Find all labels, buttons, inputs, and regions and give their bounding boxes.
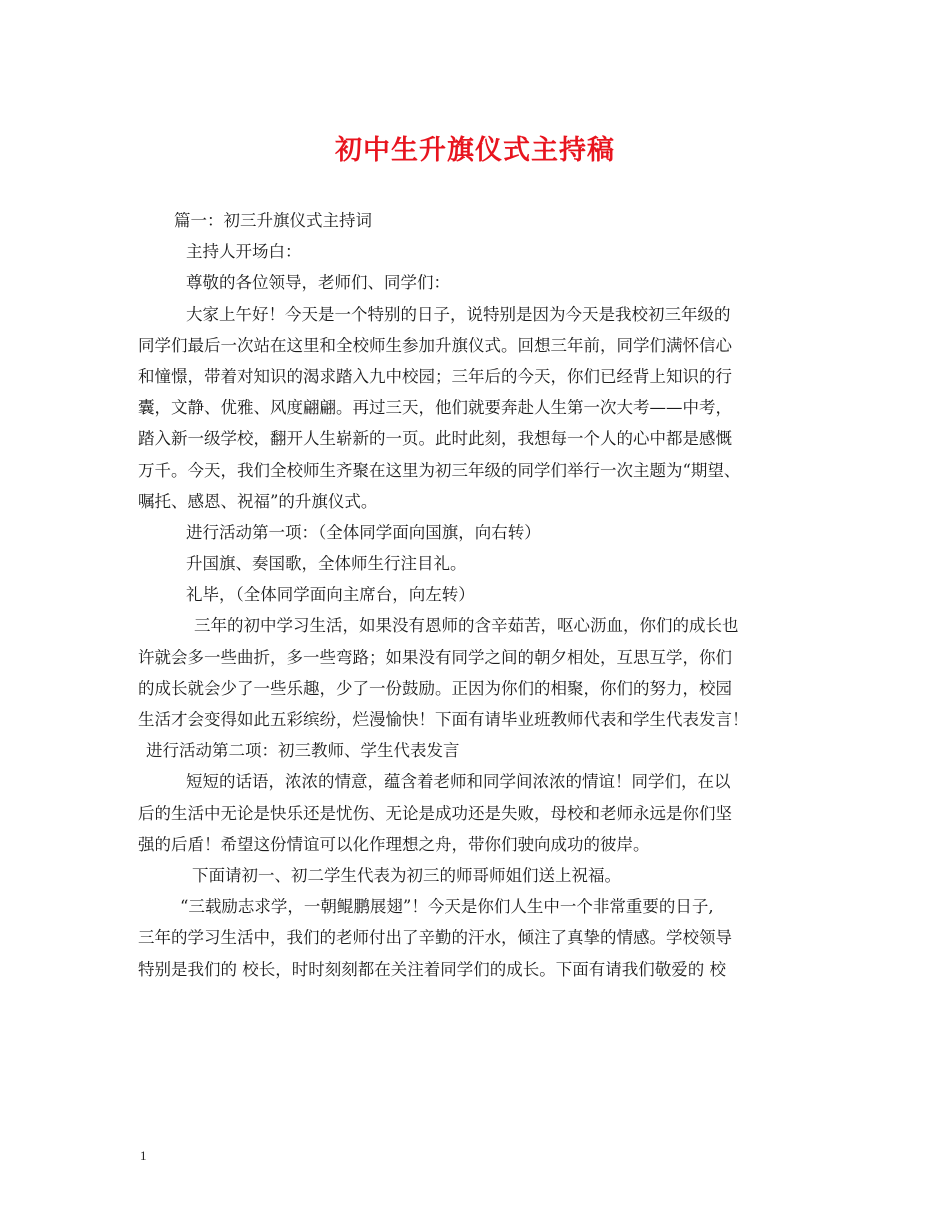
text-line: 踏入新一级学校，翻开人生崭新的一页。此时此刻，我想每一个人的心中都是感慨 bbox=[138, 429, 732, 449]
text-line: 尊敬的各位领导，老师们、同学们： bbox=[186, 273, 450, 293]
text-line: 下面请初一、初二学生代表为初三的师哥师姐们送上祝福。 bbox=[192, 865, 621, 885]
text-line: 特别是我们的 校长，时时刻刻都在关注着同学们的成长。下面有请我们敬爱的 校 bbox=[138, 959, 726, 979]
text-line: 生活才会变得如此五彩缤纷，烂漫愉快！下面有请毕业班教师代表和学生代表发言！ bbox=[138, 710, 749, 729]
text-line: 进行活动第二项：初三教师、学生代表发言 bbox=[146, 741, 460, 761]
text-line: 三年的学习生活中，我们的老师付出了辛勤的汗水，倾注了真挚的情感。学校领导 bbox=[138, 928, 732, 948]
text-line: 的成长就会少了一些乐趣，少了一份鼓励。正因为你们的相聚，你们的努力，校园 bbox=[138, 678, 732, 698]
text-line: 万千。今天，我们全校师生齐聚在这里为初三年级的同学们举行一次主题为“期望、 bbox=[138, 460, 741, 480]
text-line: 礼毕，（全体同学面向主席台，向左转） bbox=[186, 585, 475, 605]
page-number: 1 bbox=[140, 1148, 147, 1163]
text-line: 囊，文静、优雅、风度翩翩。再过三天，他们就要奔赴人生第一次大考——中考， bbox=[138, 398, 732, 418]
text-line: 篇一：初三升旗仪式主持词 bbox=[174, 211, 372, 230]
text-line: 三年的初中学习生活，如果没有恩师的含辛茹苦，呕心沥血，你们的成长也 bbox=[194, 616, 739, 636]
text-line: “三载励志求学，一朝鲲鹏展翅”！今天是你们人生中一个非常重要的日子, bbox=[180, 897, 714, 917]
document-title: 初中生升旗仪式主持稿 bbox=[335, 135, 615, 166]
text-line: 升国旗、奏国歌，全体师生行注目礼。 bbox=[186, 554, 467, 574]
text-line: 强的后盾！希望这份情谊可以化作理想之舟，带你们驶向成功的彼岸。 bbox=[138, 834, 650, 854]
text-line: 进行活动第一项：（全体同学面向国旗，向右转） bbox=[186, 522, 541, 542]
text-line: 后的生活中无论是快乐还是忧伤、无论是成功还是失败，母校和老师永远是你们坚 bbox=[138, 803, 732, 823]
text-line: 同学们最后一次站在这里和全校师生参加升旗仪式。回想三年前，同学们满怀信心 bbox=[138, 335, 732, 355]
text-line: 和憧憬，带着对知识的渴求踏入九中校园；三年后的今天，你们已经背上知识的行 bbox=[138, 366, 732, 386]
text-line: 大家上午好！今天是一个特别的日子，说特别是因为今天是我校初三年级的 bbox=[186, 304, 731, 324]
text-line: 短短的话语，浓浓的情意，蕴含着老师和同学间浓浓的情谊！同学们，在以 bbox=[186, 772, 731, 792]
text-line: 主持人开场白： bbox=[186, 242, 302, 262]
text-line: 嘱托、感恩、祝福”的升旗仪式。 bbox=[138, 491, 378, 511]
text-line: 许就会多一些曲折，多一些弯路；如果没有同学之间的朝夕相处，互思互学，你们 bbox=[138, 647, 732, 667]
document-body bbox=[138, 205, 828, 985]
